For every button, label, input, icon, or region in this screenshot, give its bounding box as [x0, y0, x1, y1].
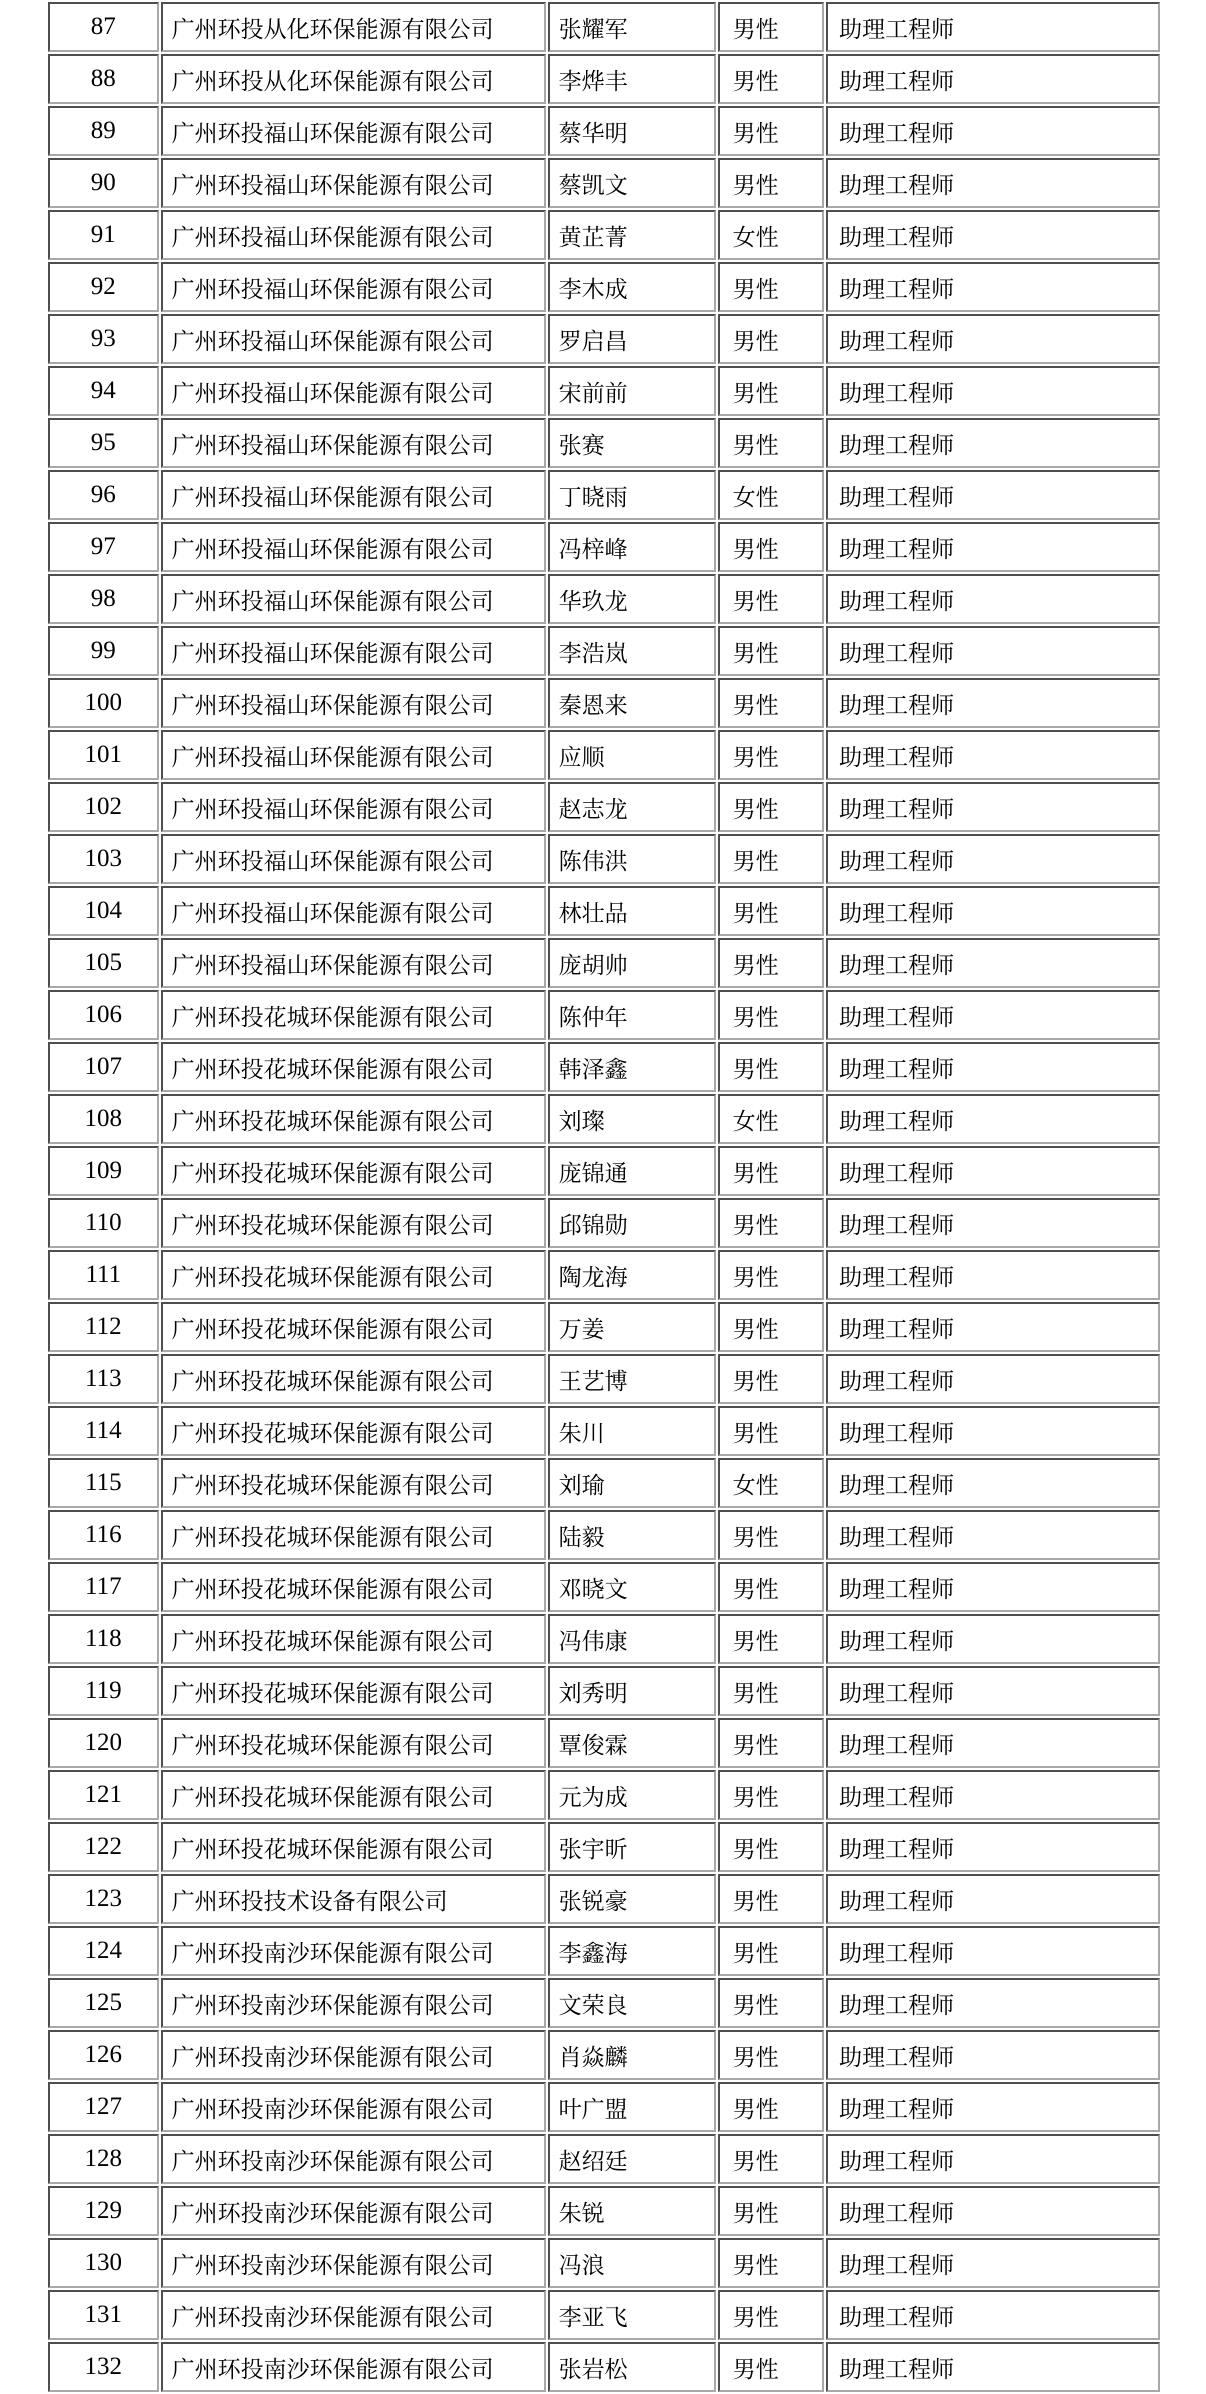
- company-cell: 广州环投福山环保能源有限公司: [161, 626, 546, 676]
- row-index-cell: 89: [48, 106, 159, 156]
- name-cell: 韩泽鑫: [548, 1042, 716, 1092]
- name-cell: 秦恩来: [548, 678, 716, 728]
- gender-cell: 女性: [718, 210, 825, 260]
- row-index-cell: 106: [48, 990, 159, 1040]
- title-cell: 助理工程师: [826, 1302, 1160, 1352]
- company-cell: 广州环投南沙环保能源有限公司: [161, 2186, 546, 2236]
- table-row: [48, 1666, 1160, 1716]
- title-cell: 助理工程师: [826, 1042, 1160, 1092]
- gender-cell: 男性: [718, 1666, 825, 1716]
- company-cell: 广州环投从化环保能源有限公司: [161, 2, 546, 52]
- table-row: [48, 1406, 1160, 1456]
- gender-cell: 男性: [718, 1198, 825, 1248]
- title-cell: 助理工程师: [826, 1510, 1160, 1560]
- company-cell: 广州环投福山环保能源有限公司: [161, 106, 546, 156]
- table-row: [48, 522, 1160, 572]
- gender-cell: 男性: [718, 1874, 825, 1924]
- company-cell: 广州环投福山环保能源有限公司: [161, 366, 546, 416]
- company-cell: 广州环投南沙环保能源有限公司: [161, 1926, 546, 1976]
- row-index-cell: 126: [48, 2030, 159, 2080]
- company-cell: 广州环投花城环保能源有限公司: [161, 1458, 546, 1508]
- company-cell: 广州环投花城环保能源有限公司: [161, 1302, 546, 1352]
- gender-cell: 女性: [718, 1458, 825, 1508]
- table-row: [48, 2290, 1160, 2340]
- gender-cell: 男性: [718, 574, 825, 624]
- table-row: [48, 262, 1160, 312]
- table-row: [48, 366, 1160, 416]
- gender-cell: 男性: [718, 1042, 825, 1092]
- gender-cell: 男性: [718, 2342, 825, 2392]
- title-cell: 助理工程师: [826, 1874, 1160, 1924]
- name-cell: 刘瑜: [548, 1458, 716, 1508]
- name-cell: 罗启昌: [548, 314, 716, 364]
- gender-cell: 男性: [718, 1562, 825, 1612]
- table-row: [48, 1354, 1160, 1404]
- table-row: [48, 1770, 1160, 1820]
- company-cell: 广州环投福山环保能源有限公司: [161, 314, 546, 364]
- company-cell: 广州环投南沙环保能源有限公司: [161, 2290, 546, 2340]
- company-cell: 广州环投花城环保能源有限公司: [161, 1822, 546, 1872]
- name-cell: 李烨丰: [548, 54, 716, 104]
- gender-cell: 男性: [718, 1302, 825, 1352]
- gender-cell: 男性: [718, 522, 825, 572]
- row-index-cell: 109: [48, 1146, 159, 1196]
- company-cell: 广州环投福山环保能源有限公司: [161, 262, 546, 312]
- row-index-cell: 111: [48, 1250, 159, 1300]
- title-cell: 助理工程师: [826, 1198, 1160, 1248]
- row-index-cell: 99: [48, 626, 159, 676]
- company-cell: 广州环投福山环保能源有限公司: [161, 938, 546, 988]
- title-cell: 助理工程师: [826, 2342, 1160, 2392]
- row-index-cell: 108: [48, 1094, 159, 1144]
- name-cell: 陆毅: [548, 1510, 716, 1560]
- title-cell: 助理工程师: [826, 1822, 1160, 1872]
- title-cell: 助理工程师: [826, 2030, 1160, 2080]
- name-cell: 冯伟康: [548, 1614, 716, 1664]
- row-index-cell: 92: [48, 262, 159, 312]
- company-cell: 广州环投花城环保能源有限公司: [161, 990, 546, 1040]
- row-index-cell: 102: [48, 782, 159, 832]
- company-cell: 广州环投南沙环保能源有限公司: [161, 2134, 546, 2184]
- company-cell: 广州环投花城环保能源有限公司: [161, 1094, 546, 1144]
- row-index-cell: 101: [48, 730, 159, 780]
- company-cell: 广州环投福山环保能源有限公司: [161, 210, 546, 260]
- name-cell: 邓晓文: [548, 1562, 716, 1612]
- table-row: [48, 1094, 1160, 1144]
- name-cell: 陶龙海: [548, 1250, 716, 1300]
- name-cell: 朱锐: [548, 2186, 716, 2236]
- name-cell: 万姜: [548, 1302, 716, 1352]
- row-index-cell: 119: [48, 1666, 159, 1716]
- title-cell: 助理工程师: [826, 1458, 1160, 1508]
- table-row: [48, 2030, 1160, 2080]
- gender-cell: 男性: [718, 730, 825, 780]
- row-index-cell: 113: [48, 1354, 159, 1404]
- company-cell: 广州环投花城环保能源有限公司: [161, 1042, 546, 1092]
- row-index-cell: 103: [48, 834, 159, 884]
- name-cell: 宋前前: [548, 366, 716, 416]
- company-cell: 广州环投南沙环保能源有限公司: [161, 2030, 546, 2080]
- table-row: [48, 2082, 1160, 2132]
- row-index-cell: 130: [48, 2238, 159, 2288]
- title-cell: 助理工程师: [826, 730, 1160, 780]
- table-row: [48, 1978, 1160, 2028]
- name-cell: 刘璨: [548, 1094, 716, 1144]
- title-cell: 助理工程师: [826, 158, 1160, 208]
- gender-cell: 男性: [718, 158, 825, 208]
- table-row: [48, 1302, 1160, 1352]
- name-cell: 王艺博: [548, 1354, 716, 1404]
- row-index-cell: 117: [48, 1562, 159, 1612]
- title-cell: 助理工程师: [826, 990, 1160, 1040]
- gender-cell: 女性: [718, 1094, 825, 1144]
- name-cell: 华玖龙: [548, 574, 716, 624]
- gender-cell: 男性: [718, 1510, 825, 1560]
- company-cell: 广州环投福山环保能源有限公司: [161, 158, 546, 208]
- company-cell: 广州环投福山环保能源有限公司: [161, 834, 546, 884]
- name-cell: 元为成: [548, 1770, 716, 1820]
- row-index-cell: 95: [48, 418, 159, 468]
- company-cell: 广州环投技术设备有限公司: [161, 1874, 546, 1924]
- table-row: [48, 106, 1160, 156]
- title-cell: 助理工程师: [826, 2082, 1160, 2132]
- name-cell: 覃俊霖: [548, 1718, 716, 1768]
- title-cell: 助理工程师: [826, 938, 1160, 988]
- name-cell: 冯浪: [548, 2238, 716, 2288]
- gender-cell: 男性: [718, 678, 825, 728]
- name-cell: 蔡凯文: [548, 158, 716, 208]
- row-index-cell: 124: [48, 1926, 159, 1976]
- table-row: [48, 574, 1160, 624]
- gender-cell: 男性: [718, 1354, 825, 1404]
- title-cell: 助理工程师: [826, 1978, 1160, 2028]
- name-cell: 庞胡帅: [548, 938, 716, 988]
- name-cell: 应顺: [548, 730, 716, 780]
- gender-cell: 男性: [718, 886, 825, 936]
- title-cell: 助理工程师: [826, 1926, 1160, 1976]
- company-cell: 广州环投花城环保能源有限公司: [161, 1146, 546, 1196]
- title-cell: 助理工程师: [826, 1666, 1160, 1716]
- title-cell: 助理工程师: [826, 2238, 1160, 2288]
- table-row: [48, 2134, 1160, 2184]
- row-index-cell: 87: [48, 2, 159, 52]
- row-index-cell: 125: [48, 1978, 159, 2028]
- name-cell: 陈仲年: [548, 990, 716, 1040]
- table-row: [48, 2186, 1160, 2236]
- name-cell: 李浩岚: [548, 626, 716, 676]
- title-cell: 助理工程师: [826, 574, 1160, 624]
- name-cell: 张岩松: [548, 2342, 716, 2392]
- company-cell: 广州环投花城环保能源有限公司: [161, 1718, 546, 1768]
- table-row: [48, 626, 1160, 676]
- row-index-cell: 131: [48, 2290, 159, 2340]
- row-index-cell: 105: [48, 938, 159, 988]
- table-row: [48, 210, 1160, 260]
- row-index-cell: 94: [48, 366, 159, 416]
- row-index-cell: 127: [48, 2082, 159, 2132]
- title-cell: 助理工程师: [826, 1614, 1160, 1664]
- name-cell: 庞锦通: [548, 1146, 716, 1196]
- row-index-cell: 91: [48, 210, 159, 260]
- gender-cell: 男性: [718, 1822, 825, 1872]
- personnel-table: [46, 0, 1162, 2394]
- gender-cell: 男性: [718, 782, 825, 832]
- row-index-cell: 104: [48, 886, 159, 936]
- company-cell: 广州环投花城环保能源有限公司: [161, 1770, 546, 1820]
- title-cell: 助理工程师: [826, 1406, 1160, 1456]
- company-cell: 广州环投南沙环保能源有限公司: [161, 1978, 546, 2028]
- company-cell: 广州环投福山环保能源有限公司: [161, 886, 546, 936]
- table-row: [48, 834, 1160, 884]
- company-cell: 广州环投福山环保能源有限公司: [161, 470, 546, 520]
- title-cell: 助理工程师: [826, 2, 1160, 52]
- name-cell: 丁晓雨: [548, 470, 716, 520]
- name-cell: 赵绍廷: [548, 2134, 716, 2184]
- gender-cell: 男性: [718, 1406, 825, 1456]
- name-cell: 叶广盟: [548, 2082, 716, 2132]
- company-cell: 广州环投花城环保能源有限公司: [161, 1354, 546, 1404]
- row-index-cell: 128: [48, 2134, 159, 2184]
- name-cell: 黄芷菁: [548, 210, 716, 260]
- title-cell: 助理工程师: [826, 1094, 1160, 1144]
- title-cell: 助理工程师: [826, 626, 1160, 676]
- row-index-cell: 116: [48, 1510, 159, 1560]
- name-cell: 张宇昕: [548, 1822, 716, 1872]
- row-index-cell: 114: [48, 1406, 159, 1456]
- table-row: [48, 886, 1160, 936]
- name-cell: 张锐豪: [548, 1874, 716, 1924]
- gender-cell: 男性: [718, 834, 825, 884]
- table-row: [48, 782, 1160, 832]
- row-index-cell: 129: [48, 2186, 159, 2236]
- title-cell: 助理工程师: [826, 210, 1160, 260]
- table-row: [48, 1874, 1160, 1924]
- title-cell: 助理工程师: [826, 1354, 1160, 1404]
- table-row: [48, 1822, 1160, 1872]
- gender-cell: 男性: [718, 54, 825, 104]
- table-row: [48, 54, 1160, 104]
- table-row: [48, 2342, 1160, 2392]
- table-row: [48, 1510, 1160, 1560]
- row-index-cell: 115: [48, 1458, 159, 1508]
- name-cell: 刘秀明: [548, 1666, 716, 1716]
- row-index-cell: 100: [48, 678, 159, 728]
- table-row: [48, 2, 1160, 52]
- gender-cell: 男性: [718, 314, 825, 364]
- row-index-cell: 132: [48, 2342, 159, 2392]
- name-cell: 冯梓峰: [548, 522, 716, 572]
- gender-cell: 男性: [718, 1978, 825, 2028]
- name-cell: 张赛: [548, 418, 716, 468]
- company-cell: 广州环投花城环保能源有限公司: [161, 1614, 546, 1664]
- name-cell: 赵志龙: [548, 782, 716, 832]
- gender-cell: 男性: [718, 106, 825, 156]
- table-row: [48, 1250, 1160, 1300]
- gender-cell: 男性: [718, 1926, 825, 1976]
- gender-cell: 男性: [718, 2, 825, 52]
- table-row: [48, 1198, 1160, 1248]
- title-cell: 助理工程师: [826, 1562, 1160, 1612]
- table-row: [48, 418, 1160, 468]
- row-index-cell: 120: [48, 1718, 159, 1768]
- company-cell: 广州环投福山环保能源有限公司: [161, 730, 546, 780]
- personnel-table-body: [48, 2, 1160, 2392]
- gender-cell: 男性: [718, 262, 825, 312]
- title-cell: 助理工程师: [826, 834, 1160, 884]
- title-cell: 助理工程师: [826, 522, 1160, 572]
- title-cell: 助理工程师: [826, 678, 1160, 728]
- company-cell: 广州环投福山环保能源有限公司: [161, 522, 546, 572]
- name-cell: 李木成: [548, 262, 716, 312]
- gender-cell: 男性: [718, 2082, 825, 2132]
- table-row: [48, 1458, 1160, 1508]
- gender-cell: 男性: [718, 2290, 825, 2340]
- company-cell: 广州环投福山环保能源有限公司: [161, 678, 546, 728]
- name-cell: 蔡华明: [548, 106, 716, 156]
- title-cell: 助理工程师: [826, 2186, 1160, 2236]
- name-cell: 张耀军: [548, 2, 716, 52]
- gender-cell: 男性: [718, 366, 825, 416]
- gender-cell: 男性: [718, 1718, 825, 1768]
- table-row: [48, 314, 1160, 364]
- name-cell: 林壮品: [548, 886, 716, 936]
- table-row: [48, 470, 1160, 520]
- title-cell: 助理工程师: [826, 470, 1160, 520]
- gender-cell: 男性: [718, 1770, 825, 1820]
- table-row: [48, 1042, 1160, 1092]
- table-row: [48, 1926, 1160, 1976]
- gender-cell: 男性: [718, 2186, 825, 2236]
- table-row: [48, 1718, 1160, 1768]
- gender-cell: 女性: [718, 470, 825, 520]
- title-cell: 助理工程师: [826, 886, 1160, 936]
- title-cell: 助理工程师: [826, 366, 1160, 416]
- company-cell: 广州环投花城环保能源有限公司: [161, 1562, 546, 1612]
- title-cell: 助理工程师: [826, 2134, 1160, 2184]
- company-cell: 广州环投南沙环保能源有限公司: [161, 2238, 546, 2288]
- gender-cell: 男性: [718, 626, 825, 676]
- title-cell: 助理工程师: [826, 1146, 1160, 1196]
- row-index-cell: 112: [48, 1302, 159, 1352]
- row-index-cell: 110: [48, 1198, 159, 1248]
- gender-cell: 男性: [718, 1146, 825, 1196]
- company-cell: 广州环投花城环保能源有限公司: [161, 1510, 546, 1560]
- table-row: [48, 2238, 1160, 2288]
- title-cell: 助理工程师: [826, 1718, 1160, 1768]
- gender-cell: 男性: [718, 1614, 825, 1664]
- name-cell: 文荣良: [548, 1978, 716, 2028]
- table-row: [48, 990, 1160, 1040]
- name-cell: 李亚飞: [548, 2290, 716, 2340]
- row-index-cell: 96: [48, 470, 159, 520]
- title-cell: 助理工程师: [826, 782, 1160, 832]
- company-cell: 广州环投福山环保能源有限公司: [161, 782, 546, 832]
- gender-cell: 男性: [718, 1250, 825, 1300]
- title-cell: 助理工程师: [826, 418, 1160, 468]
- gender-cell: 男性: [718, 2030, 825, 2080]
- name-cell: 朱川: [548, 1406, 716, 1456]
- company-cell: 广州环投花城环保能源有限公司: [161, 1406, 546, 1456]
- table-row: [48, 678, 1160, 728]
- title-cell: 助理工程师: [826, 54, 1160, 104]
- title-cell: 助理工程师: [826, 2290, 1160, 2340]
- row-index-cell: 88: [48, 54, 159, 104]
- table-row: [48, 938, 1160, 988]
- title-cell: 助理工程师: [826, 106, 1160, 156]
- row-index-cell: 107: [48, 1042, 159, 1092]
- row-index-cell: 97: [48, 522, 159, 572]
- row-index-cell: 98: [48, 574, 159, 624]
- company-cell: 广州环投福山环保能源有限公司: [161, 418, 546, 468]
- gender-cell: 男性: [718, 418, 825, 468]
- row-index-cell: 121: [48, 1770, 159, 1820]
- table-row: [48, 1614, 1160, 1664]
- company-cell: 广州环投花城环保能源有限公司: [161, 1250, 546, 1300]
- name-cell: 邱锦勋: [548, 1198, 716, 1248]
- company-cell: 广州环投南沙环保能源有限公司: [161, 2082, 546, 2132]
- company-cell: 广州环投花城环保能源有限公司: [161, 1198, 546, 1248]
- title-cell: 助理工程师: [826, 262, 1160, 312]
- table-row: [48, 1146, 1160, 1196]
- table-row: [48, 1562, 1160, 1612]
- gender-cell: 男性: [718, 990, 825, 1040]
- name-cell: 李鑫海: [548, 1926, 716, 1976]
- row-index-cell: 90: [48, 158, 159, 208]
- name-cell: 陈伟洪: [548, 834, 716, 884]
- row-index-cell: 122: [48, 1822, 159, 1872]
- row-index-cell: 123: [48, 1874, 159, 1924]
- title-cell: 助理工程师: [826, 314, 1160, 364]
- row-index-cell: 118: [48, 1614, 159, 1664]
- company-cell: 广州环投福山环保能源有限公司: [161, 574, 546, 624]
- table-row: [48, 730, 1160, 780]
- title-cell: 助理工程师: [826, 1770, 1160, 1820]
- gender-cell: 男性: [718, 2134, 825, 2184]
- title-cell: 助理工程师: [826, 1250, 1160, 1300]
- gender-cell: 男性: [718, 938, 825, 988]
- company-cell: 广州环投南沙环保能源有限公司: [161, 2342, 546, 2392]
- table-row: [48, 158, 1160, 208]
- name-cell: 肖焱麟: [548, 2030, 716, 2080]
- row-index-cell: 93: [48, 314, 159, 364]
- company-cell: 广州环投花城环保能源有限公司: [161, 1666, 546, 1716]
- gender-cell: 男性: [718, 2238, 825, 2288]
- company-cell: 广州环投从化环保能源有限公司: [161, 54, 546, 104]
